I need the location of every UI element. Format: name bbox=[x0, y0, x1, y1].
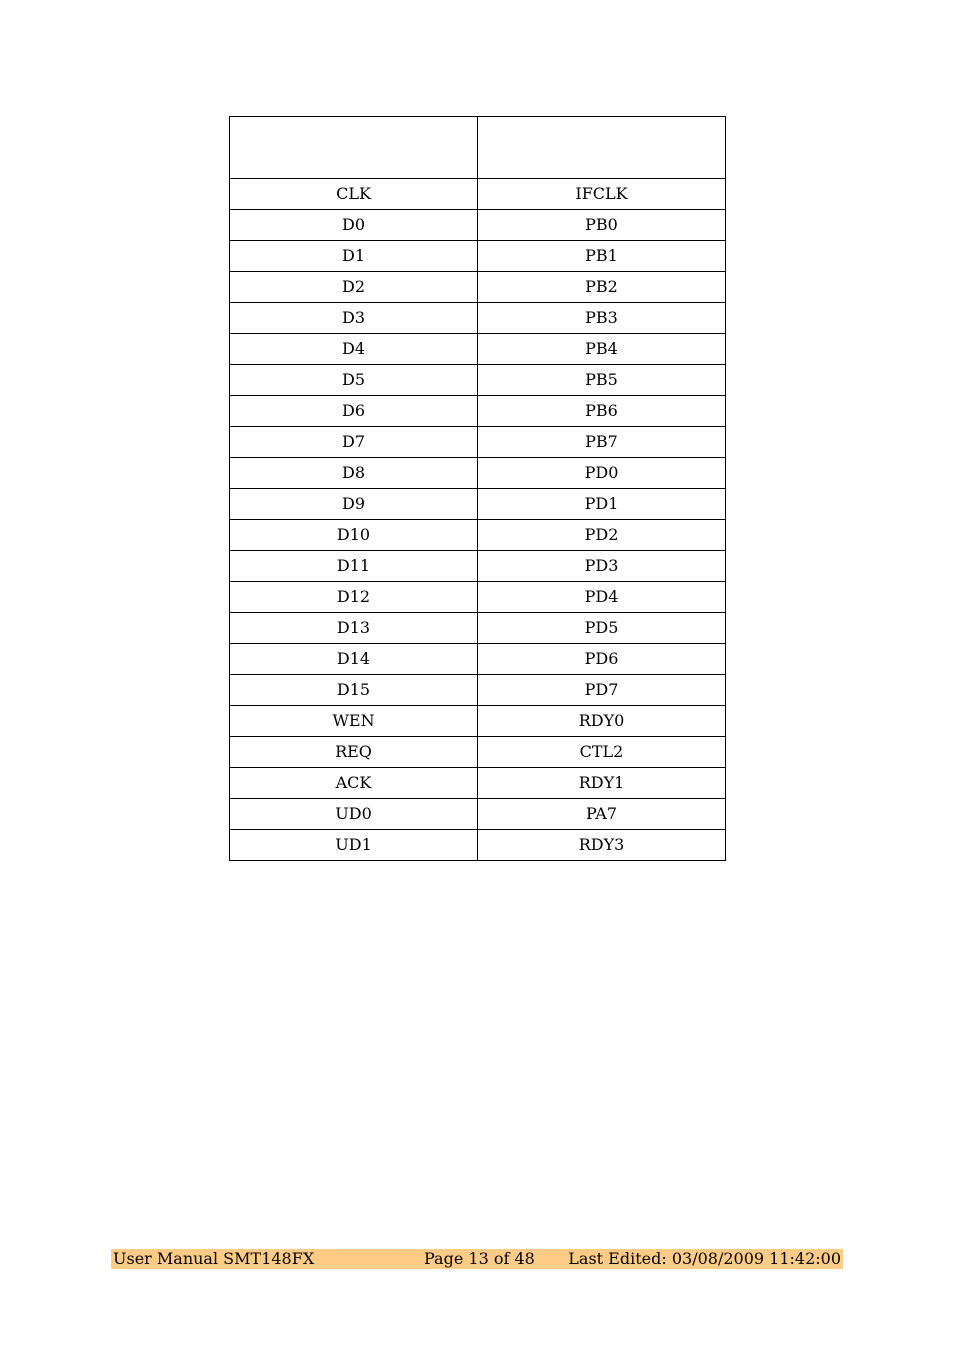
signal-cell: D4 bbox=[230, 334, 478, 365]
table-row bbox=[230, 396, 726, 427]
signal-cell: D5 bbox=[230, 365, 478, 396]
pin-cell: RDY3 bbox=[478, 830, 726, 861]
signal-mapping-table bbox=[229, 116, 726, 861]
table-row bbox=[230, 830, 726, 861]
pin-cell: PB2 bbox=[478, 272, 726, 303]
signal-cell: D6 bbox=[230, 396, 478, 427]
table-row bbox=[230, 644, 726, 675]
table-row bbox=[230, 365, 726, 396]
pin-cell: RDY0 bbox=[478, 706, 726, 737]
pin-cell: IFCLK bbox=[478, 179, 726, 210]
table-header-row bbox=[230, 117, 726, 179]
table-row bbox=[230, 458, 726, 489]
signal-cell: D9 bbox=[230, 489, 478, 520]
signal-cell: UD1 bbox=[230, 830, 478, 861]
pin-cell: PD1 bbox=[478, 489, 726, 520]
footer-page-number: Page 13 of 48 bbox=[424, 1249, 535, 1268]
pin-cell: PB4 bbox=[478, 334, 726, 365]
signal-cell: D12 bbox=[230, 582, 478, 613]
pin-cell: PD0 bbox=[478, 458, 726, 489]
pin-cell: RDY1 bbox=[478, 768, 726, 799]
signal-cell: D3 bbox=[230, 303, 478, 334]
page-footer bbox=[111, 1249, 843, 1269]
header-cell-right bbox=[478, 117, 726, 179]
table-row bbox=[230, 489, 726, 520]
pin-cell: PD4 bbox=[478, 582, 726, 613]
pin-cell: PB7 bbox=[478, 427, 726, 458]
table-row bbox=[230, 520, 726, 551]
signal-cell: D15 bbox=[230, 675, 478, 706]
header-cell-left bbox=[230, 117, 478, 179]
pin-cell: PD3 bbox=[478, 551, 726, 582]
table-row bbox=[230, 272, 726, 303]
signal-cell: D2 bbox=[230, 272, 478, 303]
signal-cell: UD0 bbox=[230, 799, 478, 830]
table-row bbox=[230, 582, 726, 613]
signal-cell: D7 bbox=[230, 427, 478, 458]
pin-cell: PD6 bbox=[478, 644, 726, 675]
signal-cell: D13 bbox=[230, 613, 478, 644]
table-row bbox=[230, 210, 726, 241]
pin-cell: PA7 bbox=[478, 799, 726, 830]
table-row bbox=[230, 706, 726, 737]
signal-cell: D0 bbox=[230, 210, 478, 241]
table-row bbox=[230, 613, 726, 644]
footer-last-edited: Last Edited: 03/08/2009 11:42:00 bbox=[568, 1249, 841, 1268]
table-row bbox=[230, 334, 726, 365]
table-row bbox=[230, 303, 726, 334]
table-row bbox=[230, 737, 726, 768]
pin-cell: PD5 bbox=[478, 613, 726, 644]
signal-cell: WEN bbox=[230, 706, 478, 737]
pin-cell: PD7 bbox=[478, 675, 726, 706]
pin-cell: PB6 bbox=[478, 396, 726, 427]
signal-mapping-table-body bbox=[230, 117, 726, 861]
table-row bbox=[230, 179, 726, 210]
table-row bbox=[230, 799, 726, 830]
pin-cell: PB3 bbox=[478, 303, 726, 334]
signal-cell: D10 bbox=[230, 520, 478, 551]
table-row bbox=[230, 551, 726, 582]
pin-cell: PB1 bbox=[478, 241, 726, 272]
signal-cell: D14 bbox=[230, 644, 478, 675]
footer-document-title: User Manual SMT148FX bbox=[113, 1249, 315, 1268]
pin-cell: PB5 bbox=[478, 365, 726, 396]
signal-cell: REQ bbox=[230, 737, 478, 768]
pin-cell: PD2 bbox=[478, 520, 726, 551]
pin-cell: CTL2 bbox=[478, 737, 726, 768]
table-row bbox=[230, 241, 726, 272]
signal-cell: ACK bbox=[230, 768, 478, 799]
signal-cell: D1 bbox=[230, 241, 478, 272]
table-row bbox=[230, 768, 726, 799]
signal-cell: D11 bbox=[230, 551, 478, 582]
table-row bbox=[230, 675, 726, 706]
table-row bbox=[230, 427, 726, 458]
signal-cell: D8 bbox=[230, 458, 478, 489]
signal-cell: CLK bbox=[230, 179, 478, 210]
pin-cell: PB0 bbox=[478, 210, 726, 241]
